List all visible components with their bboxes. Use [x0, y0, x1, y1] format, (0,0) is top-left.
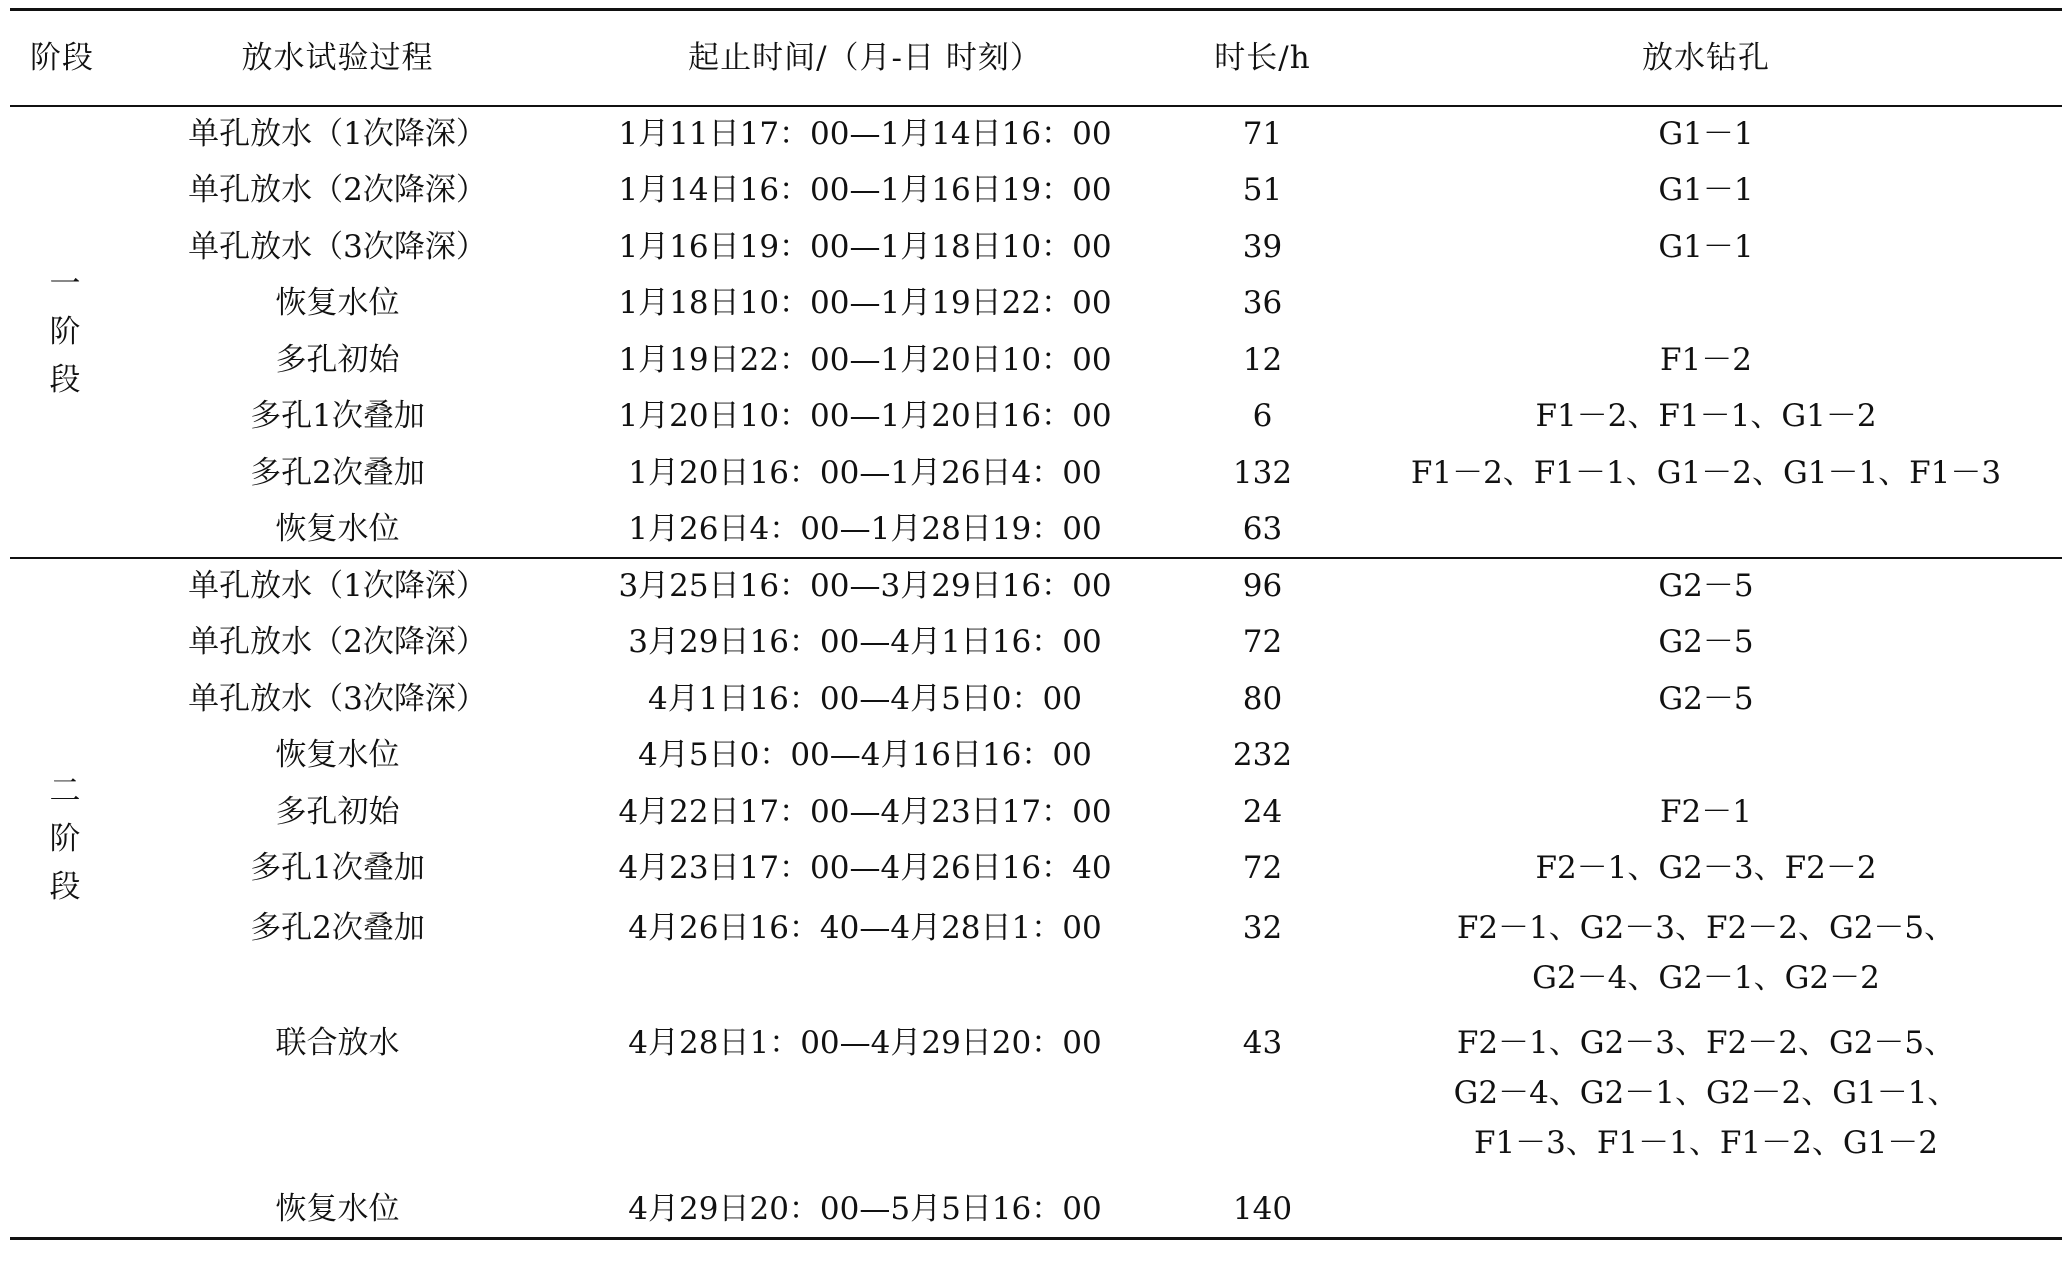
cell-time: 4月22日17：00—4月23日17：00: [618, 793, 1112, 830]
cell-holes: [1350, 501, 2062, 558]
table-row: [10, 840, 2062, 897]
cell-process: 多孔初始: [275, 341, 400, 378]
cell-duration: 71: [1242, 116, 1283, 153]
cell-process: 单孔放水（1次降深）: [188, 568, 487, 605]
cell-holes: F1－2、F1－1、G1－2: [1535, 398, 1877, 435]
header-row: [10, 10, 2062, 106]
cell-time: 1月19日22：00—1月20日10：00: [618, 341, 1112, 378]
stage1-label: 一 阶 段: [10, 106, 120, 558]
cell-holes: G1－1: [1658, 172, 1754, 209]
cell-process: 恢复水位: [120, 1182, 555, 1239]
stage2-filler: [10, 1182, 120, 1239]
cell-holes: F1－2: [1660, 341, 1752, 378]
cell-process: 单孔放水（2次降深）: [188, 172, 487, 209]
table-row: [10, 332, 2062, 389]
table-row: [10, 614, 2062, 671]
cell-holes: [1350, 897, 2062, 1012]
header-holes: 放水钻孔: [1350, 10, 2062, 106]
holes-line: F2－1、G2－3、F2－2、G2－5、: [1456, 1024, 1956, 1061]
cell-time: 3月29日16：00—4月1日16：00: [628, 624, 1102, 661]
cell-process: 单孔放水（3次降深）: [188, 680, 487, 717]
table-row: [10, 445, 2062, 502]
cell-holes: [1350, 1182, 2062, 1239]
table-row: [10, 1182, 2062, 1239]
cell-time: 4月26日16：40—4月28日1：00: [628, 909, 1102, 946]
cell-process: 多孔1次叠加: [250, 398, 425, 435]
cell-process: 多孔2次叠加: [250, 454, 425, 491]
holes-line: F1－3、F1－1、F1－2、G1－2: [1473, 1124, 1939, 1161]
cell-duration: 51: [1242, 172, 1283, 209]
table-row: [10, 219, 2062, 276]
table-row: [10, 501, 2062, 558]
holes-line: F2－1、G2－3、F2－2、G2－5、: [1456, 909, 1956, 946]
header-time: 起止时间/（月-日 时刻）: [555, 10, 1175, 106]
cell-holes: G2－5: [1658, 624, 1754, 661]
cell-duration: 63: [1175, 501, 1350, 558]
cell-duration: 32: [1242, 909, 1283, 946]
cell-process: 恢复水位: [120, 501, 555, 558]
water-release-test-table: [10, 8, 2062, 1240]
cell-duration: 132: [1232, 454, 1293, 491]
cell-time: 4月29日20：00—5月5日16：00: [555, 1182, 1175, 1239]
table-row: [10, 1012, 2062, 1182]
cell-holes: [1350, 727, 2062, 784]
table-row: [10, 106, 2062, 163]
cell-time: 1月14日16：00—1月16日19：00: [618, 172, 1112, 209]
cell-time: 4月28日1：00—4月29日20：00: [628, 1024, 1102, 1061]
cell-duration: 96: [1242, 568, 1283, 605]
header-process: 放水试验过程: [120, 10, 555, 106]
cell-time: 4月23日17：00—4月26日16：40: [618, 850, 1112, 887]
cell-duration: 39: [1242, 228, 1283, 265]
cell-time: 1月26日4：00—1月28日19：00: [555, 501, 1175, 558]
table-row: [10, 897, 2062, 1012]
cell-holes: [1350, 1012, 2062, 1182]
data-table: [10, 8, 2062, 1240]
cell-process: 多孔1次叠加: [250, 850, 425, 887]
cell-duration: 6: [1252, 398, 1273, 435]
cell-time: 1月11日17：00—1月14日16：00: [618, 116, 1112, 153]
cell-duration: 72: [1242, 624, 1283, 661]
cell-time: 1月18日10：00—1月19日22：00: [618, 285, 1112, 322]
cell-time: 1月20日16：00—1月26日4：00: [628, 454, 1102, 491]
cell-time: 1月20日10：00—1月20日16：00: [618, 398, 1112, 435]
cell-duration: 24: [1242, 793, 1283, 830]
table-row: [10, 671, 2062, 728]
cell-time: 4月5日0：00—4月16日16：00: [638, 737, 1092, 774]
cell-time: 3月25日16：00—3月29日16：00: [618, 568, 1112, 605]
cell-process: 单孔放水（3次降深）: [188, 228, 487, 265]
table-row: [10, 162, 2062, 219]
cell-process: 恢复水位: [275, 285, 400, 322]
cell-process: 联合放水: [275, 1024, 400, 1061]
cell-process: 单孔放水（1次降深）: [188, 116, 487, 153]
cell-holes: F1－2、F1－1、G1－2、G1－1、F1－3: [1410, 454, 2002, 491]
cell-holes: [1350, 275, 2062, 332]
cell-holes: G2－5: [1658, 680, 1754, 717]
table-row: [10, 388, 2062, 445]
cell-holes: G1－1: [1658, 228, 1754, 265]
stage2-filler: [10, 1012, 120, 1182]
cell-holes: F2－1: [1660, 793, 1752, 830]
table-row: [10, 558, 2062, 615]
cell-duration: 36: [1242, 285, 1283, 322]
cell-duration: 232: [1232, 737, 1293, 774]
cell-duration: 140: [1175, 1182, 1350, 1239]
header-duration: 时长/h: [1175, 10, 1350, 106]
cell-holes: G1－1: [1658, 116, 1754, 153]
table-row: [10, 784, 2062, 841]
stage2-label: 二 阶 段: [49, 772, 81, 905]
cell-time: 4月1日16：00—4月5日0：00: [648, 680, 1082, 717]
cell-duration: 80: [1242, 680, 1283, 717]
cell-holes: G2－5: [1658, 568, 1754, 605]
cell-duration: 43: [1242, 1024, 1283, 1061]
table-row: [10, 727, 2062, 784]
header-stage: 阶段: [10, 10, 120, 106]
table-row: [10, 275, 2062, 332]
cell-process: 恢复水位: [275, 737, 400, 774]
cell-process: 单孔放水（2次降深）: [188, 624, 487, 661]
cell-time: 1月16日19：00—1月18日10：00: [618, 228, 1112, 265]
cell-holes: F2－1、G2－3、F2－2: [1535, 850, 1877, 887]
cell-process: 多孔2次叠加: [250, 909, 425, 946]
cell-duration: 12: [1242, 341, 1283, 378]
holes-line: G2－4、G2－1、G2－2: [1532, 959, 1880, 996]
cell-process: 多孔初始: [275, 793, 400, 830]
cell-duration: 72: [1242, 850, 1283, 887]
holes-line: G2－4、G2－1、G2－2、G1－1、: [1453, 1074, 1959, 1111]
